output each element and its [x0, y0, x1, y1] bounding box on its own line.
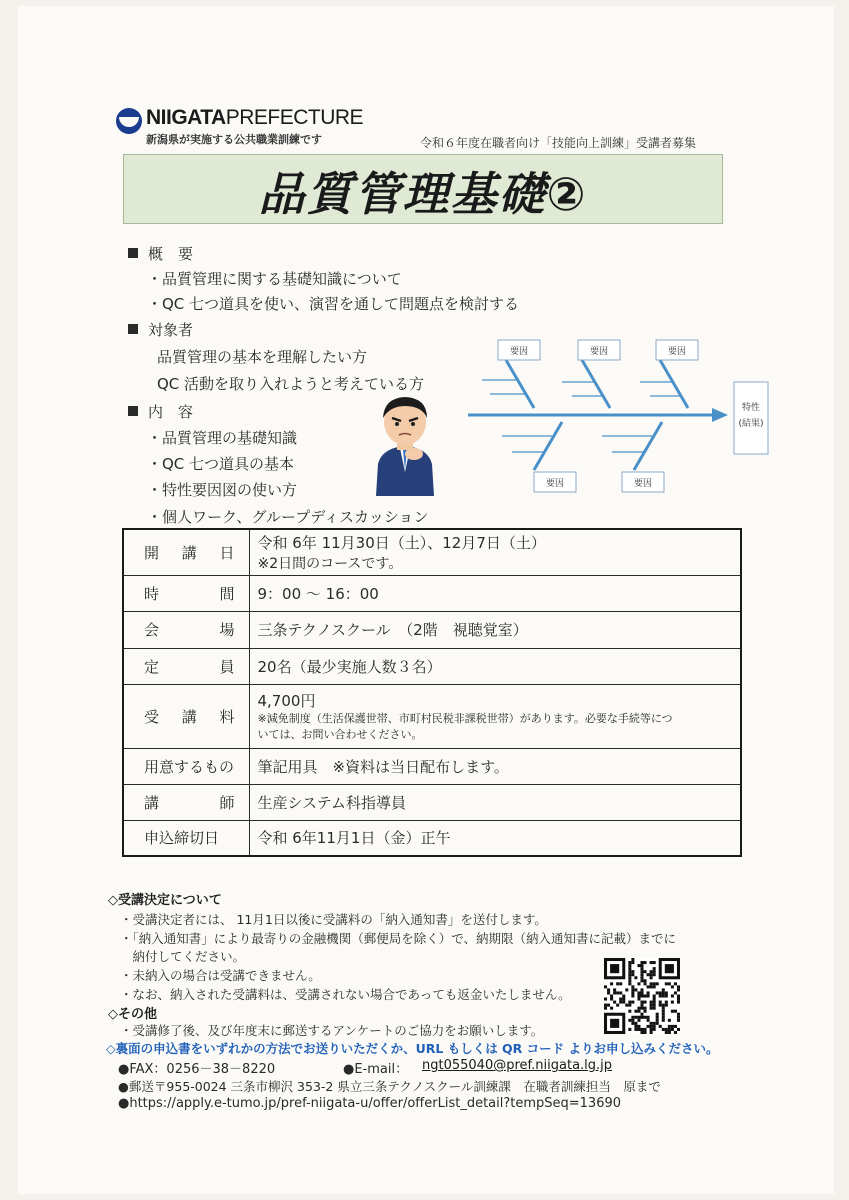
effect-label: (結果): [738, 419, 764, 429]
email-label: ●E-mail：: [343, 1062, 409, 1077]
time-value: 9：00 ～ 16：00: [257, 584, 379, 603]
time-label: 時 間: [144, 584, 235, 603]
table-row: [123, 684, 741, 748]
tagline: 新潟県が実施する公共職業訓練です: [146, 133, 322, 146]
table-row: [123, 575, 741, 611]
content-item: ・個人ワーク、グループディスカッション: [147, 508, 429, 526]
fee-value: 4,700円: [257, 691, 316, 710]
date-note: ※2日間のコースです。: [257, 555, 403, 572]
content-item: ・品質管理の基礎知識: [147, 429, 298, 447]
table-row: [123, 611, 741, 648]
table-row: [123, 784, 741, 820]
decision-item: ・未納入の場合は受講できません。: [120, 968, 321, 983]
effect-label: 特性: [741, 403, 761, 413]
cause-label: 要因: [667, 347, 687, 357]
cause-label: 要因: [545, 479, 565, 489]
date-label: 開 講 日: [144, 543, 235, 562]
deadline-value: 令和 6年11月1日（金）正午: [257, 829, 451, 848]
target-heading: 対象者: [128, 319, 193, 340]
table-row: [123, 529, 741, 575]
fee-note: ※減免制度（生活保護世帯、市町村民税非課税世帯）があります。必要な手続等につ いては、お問い合わせください。: [257, 711, 673, 741]
other-heading: ◇その他: [108, 1007, 157, 1022]
other-item: ・受講修了後、及び年度末に郵送するアンケートのご協力をお願いします。: [120, 1023, 544, 1038]
content-item: ・QC 七つ道具の基本: [147, 455, 295, 473]
decision-heading: ◇受講決定について: [108, 893, 222, 908]
email-link[interactable]: ngt055040@pref.niigata.lg.jp: [422, 1058, 613, 1073]
overview-item: ・QC 七つ道具を使い、演習を通して問題点を検討する: [147, 295, 520, 313]
date-value: 令和 6年 11月30日（土）、12月7日（土）: [257, 533, 546, 552]
capacity-label: 定 員: [144, 657, 235, 676]
decision-item: ・なお、納入された受講料は、受講されない場合であっても返金いたしません。: [120, 987, 571, 1002]
overview-heading: 概 要: [128, 243, 193, 264]
content-item: ・特性要因図の使い方: [147, 481, 298, 499]
venue-label: 会 場: [144, 621, 235, 639]
capacity-value: 20名（最少実施人数３名）: [257, 657, 442, 676]
square-bullet-icon: [128, 324, 138, 334]
thinking-person-illustration: [370, 392, 440, 496]
decision-item: ・「納入通知書」により最寄りの金融機関（郵便局を除く）で、納期限（納入通知書に記載）までに: [120, 931, 677, 946]
fee-label: 受 講 料: [144, 707, 235, 726]
niigata-logo-icon: [116, 108, 142, 134]
target-item: QC 活動を取り入れようと考えている方: [157, 375, 425, 393]
fax-number: ●FAX：0256－38－8220: [118, 1062, 276, 1077]
table-row: [123, 748, 741, 784]
cause-label: 要因: [509, 347, 529, 357]
content-heading: 内 容: [128, 401, 193, 422]
table-row: [123, 648, 741, 684]
square-bullet-icon: [128, 406, 138, 416]
square-bullet-icon: [128, 248, 138, 258]
fishbone-diagram: [462, 330, 792, 500]
cause-label: 要因: [633, 479, 653, 489]
prep-value: 筆記用具 ※資料は当日配布します。: [257, 757, 509, 776]
deadline-label: 申込締切日: [144, 829, 220, 848]
course-info-table: [122, 528, 742, 857]
apply-url[interactable]: ●https://apply.e-tumo.jp/pref-niigata-u/offer/offerList_detail?tempSeq=13690: [118, 1096, 622, 1111]
overview-item: ・品質管理に関する基礎知識について: [147, 270, 402, 288]
qr-code-image[interactable]: [604, 958, 680, 1034]
mail-address: ●郵送〒955-0024 三条市柳沢 353-2 県立三条テクノスクール訓練課 在職者訓練担当 原まで: [118, 1079, 661, 1094]
decision-item: ・受講決定者には、 11月1日以後に受講料の「納入通知書」を送付します。: [120, 912, 547, 927]
decision-item: 納付してください。: [120, 949, 246, 964]
prep-label: 用意するもの: [144, 757, 235, 776]
target-item: 品質管理の基本を理解したい方: [157, 348, 368, 366]
cause-label: 要因: [589, 347, 609, 357]
apply-instruction: ◇裏面の申込書をいずれかの方法でお送りいただくか、URL もしくは QR コード よりお申し込みください。: [106, 1041, 719, 1056]
table-row: [123, 820, 741, 856]
recruit-caption: 令和６年度在職者向け「技能向上訓練」受講者募集: [420, 136, 697, 150]
instructor-label: 講 師: [144, 793, 235, 812]
instructor-value: 生産システム科指導員: [257, 793, 407, 812]
brand-name: NIIGATAPREFECTURE: [146, 106, 364, 129]
page-title: 品質管理基礎②: [258, 167, 588, 221]
venue-value: 三条テクノスクール （2階 視聴覚室）: [257, 621, 528, 639]
